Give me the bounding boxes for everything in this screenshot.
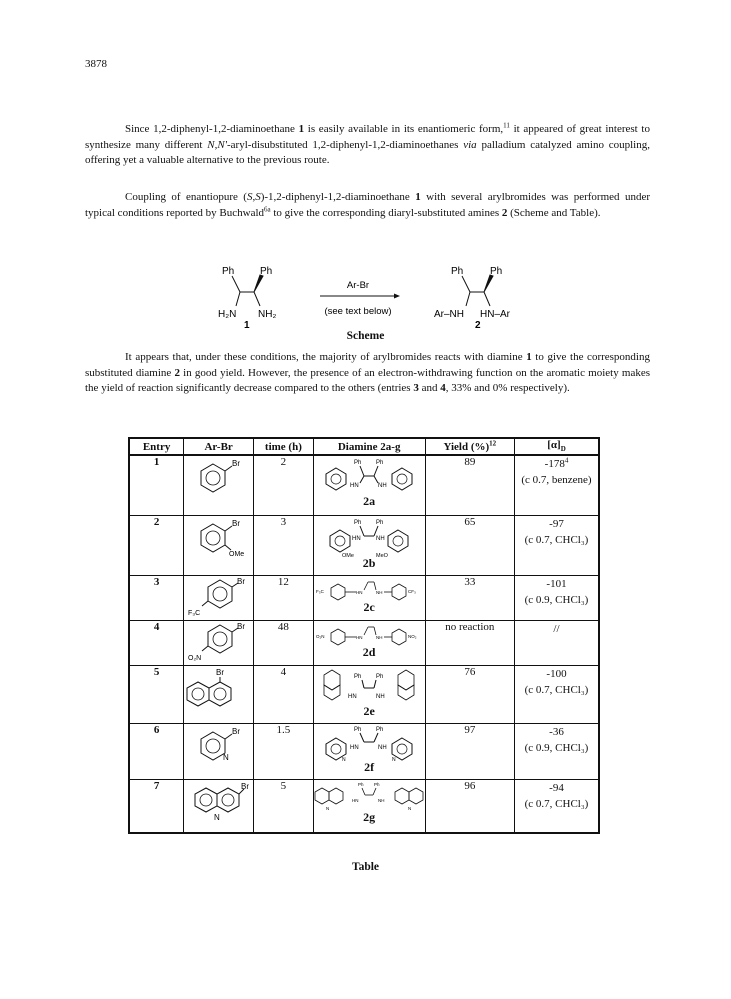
svg-text:HN: HN: [352, 535, 361, 542]
svg-text:HN: HN: [350, 483, 359, 489]
svg-text:HN: HN: [352, 797, 359, 803]
entry-cell: 1: [129, 455, 184, 515]
svg-text:N: N: [213, 812, 220, 822]
product-hnar: HN–Ar: [480, 309, 511, 320]
paragraph-intro: Since 1,2-diphenyl-1,2-diaminoethane 1 is easily available in its enantiomeric form,$^{11}$ it appeared of great interest to synthesize many different N,N'-aryl-disubstituted 1,2-diphenyl-1,2-diaminoethanes via palladium catalyzed amino coupling, offering yet a valuable alternative to the previous route.: [85, 121, 650, 166]
table-row: [129, 455, 599, 515]
svg-text:Ph: Ph: [354, 519, 362, 526]
svg-text:Br: Br: [231, 518, 240, 528]
svg-text:N: N: [392, 756, 396, 762]
svg-text:NH: NH: [378, 744, 387, 751]
svg-text:Br: Br: [215, 667, 224, 677]
yield-cell: 96: [425, 779, 514, 833]
time-cell: 1.5: [254, 723, 314, 779]
diamine-code: 2d: [362, 644, 376, 659]
arbr-structure: [184, 779, 254, 833]
rotation-cell: //: [514, 620, 599, 665]
table-row: [129, 575, 599, 620]
entry-cell: 3: [129, 575, 184, 620]
svg-text:Ph: Ph: [376, 673, 384, 680]
svg-text:NH: NH: [376, 535, 385, 542]
svg-text:N: N: [326, 805, 330, 811]
svg-text:Br: Br: [240, 781, 249, 791]
svg-text:HN: HN: [356, 589, 363, 595]
arbr-structure: [184, 515, 254, 575]
results-table: [128, 437, 600, 834]
yield-cell: 65: [425, 515, 514, 575]
time-cell: 2: [254, 455, 314, 515]
svg-text:O₂N: O₂N: [187, 654, 201, 662]
svg-text:NH: NH: [376, 589, 383, 595]
svg-text:NH: NH: [376, 693, 385, 700]
diamine-cell: [313, 779, 425, 833]
entry-cell: 7: [129, 779, 184, 833]
diamine-code: 2b: [362, 555, 376, 570]
scheme-ph-right: Ph: [260, 266, 273, 277]
arbr-structure: [184, 723, 254, 779]
yield-cell: 97: [425, 723, 514, 779]
svg-text:N: N: [342, 756, 346, 762]
svg-text:HN: HN: [348, 693, 357, 700]
scheme-ph-left: Ph: [222, 266, 235, 277]
yield-cell: 76: [425, 665, 514, 723]
time-cell: 5: [254, 779, 314, 833]
arbr-structure: [184, 620, 254, 665]
reaction-scheme: [210, 262, 530, 334]
paragraph-results: It appears that, under these conditions, the majority of arylbromides reacts with diamine 1 to give the corresponding substituted diamine 2 in good yield. However, the presence of an electron-withdrawing function on the aromatic moiety makes the yield of reaction significantly decrease compared to the others (entries 3 and 4, 33% and 0% respectively).: [85, 351, 650, 394]
diamine-cell: [313, 515, 425, 575]
scheme-nh2-left: H₂N: [218, 309, 237, 320]
header-entry: Entry: [129, 438, 184, 455]
time-cell: 3: [254, 515, 314, 575]
entry-cell: 2: [129, 515, 184, 575]
svg-text:Br: Br: [236, 576, 245, 586]
svg-text:NH: NH: [378, 797, 385, 803]
scheme-nh2-right: NH₂: [258, 309, 277, 320]
diamine-cell: [313, 723, 425, 779]
svg-text:F₃C: F₃C: [187, 609, 200, 617]
svg-text:HN: HN: [356, 634, 363, 640]
entry-cell: 6: [129, 723, 184, 779]
svg-text:OMe: OMe: [342, 552, 355, 558]
product-2-structure: [462, 275, 493, 306]
yield-cell: 33: [425, 575, 514, 620]
rotation-cell: $-178^4$ (c 0.7, benzene): [514, 455, 599, 515]
diamine-1-structure: [232, 275, 263, 306]
svg-text:MeO: MeO: [376, 552, 389, 558]
entry-cell: 5: [129, 665, 184, 723]
entry-cell: 4: [129, 620, 184, 665]
page-number: 3878: [85, 58, 107, 70]
diamine-cell: [313, 455, 425, 515]
svg-text:HN: HN: [350, 744, 359, 751]
svg-text:OMe: OMe: [228, 550, 244, 558]
compound-1-label: 1: [244, 320, 250, 331]
svg-text:Br: Br: [236, 621, 245, 631]
product-arnh: Ar–NH: [434, 309, 465, 320]
table-caption: Table: [351, 861, 380, 873]
svg-text:Br: Br: [231, 726, 240, 736]
svg-text:Ph: Ph: [376, 460, 384, 466]
paragraph-coupling: Coupling of enantiopure (S,S)-1,2-diphenyl-1,2-diaminoethane 1 with several arylbromides was performed under typical conditions reported by Buchwald$^{6a}$ to give the corresponding diaryl-substituted amines 2 (Scheme and Table).: [85, 191, 650, 219]
rotation-cell: -97 (c 0.7, CHCl₃): [514, 515, 599, 575]
time-cell: 48: [254, 620, 314, 665]
scheme-caption: Scheme: [346, 330, 385, 342]
compound-2-label: 2: [475, 320, 481, 331]
diamine-cell: [313, 665, 425, 723]
svg-text:Ph: Ph: [354, 673, 362, 680]
diamine-code: 2a: [363, 494, 376, 508]
table-row: [129, 665, 599, 723]
rotation-cell: -101 (c 0.9, CHCl₃): [514, 575, 599, 620]
arbr-structure: [184, 455, 254, 515]
svg-text:O₂N: O₂N: [316, 633, 325, 639]
diamine-code: 2c: [363, 599, 375, 614]
rotation-cell: -100 (c 0.7, CHCl₃): [514, 665, 599, 723]
arbr-structure: [184, 665, 254, 723]
diamine-cell: [313, 575, 425, 620]
svg-text:NO₂: NO₂: [408, 633, 417, 639]
diamine-code: 2e: [363, 703, 375, 718]
product-ph-left: Ph: [451, 266, 464, 277]
table-header-row: [129, 438, 599, 455]
svg-text:F₃C: F₃C: [316, 588, 324, 594]
svg-text:N: N: [408, 805, 412, 811]
svg-text:Ph: Ph: [376, 519, 384, 526]
diamine-code: 2f: [364, 759, 375, 774]
table-row: [129, 620, 599, 665]
svg-text:Ph: Ph: [376, 726, 384, 733]
svg-text:NH: NH: [376, 634, 383, 640]
svg-text:Ph: Ph: [354, 460, 362, 466]
product-ph-right: Ph: [490, 266, 503, 277]
svg-text:Ph: Ph: [354, 726, 362, 733]
table-row: [129, 779, 599, 833]
yield-cell: no reaction: [425, 620, 514, 665]
diamine-cell: [313, 620, 425, 665]
header-arbr: Ar-Br: [184, 438, 254, 455]
header-diamine: Diamine 2a-g: [313, 438, 425, 455]
header-rotation: $[\alpha]_D$: [514, 438, 599, 455]
svg-text:Ph: Ph: [374, 781, 380, 787]
svg-text:Ph: Ph: [358, 781, 364, 787]
svg-text:CF₃: CF₃: [408, 588, 416, 594]
rotation-cell: -94 (c 0.7, CHCl₃): [514, 779, 599, 833]
svg-text:N: N: [222, 752, 229, 762]
time-cell: 4: [254, 665, 314, 723]
diamine-code: 2g: [363, 809, 376, 824]
header-time: time (h): [254, 438, 314, 455]
conditions-label: (see text below): [324, 306, 392, 317]
table-row: [129, 515, 599, 575]
time-cell: 12: [254, 575, 314, 620]
table-row: [129, 723, 599, 779]
svg-text:Br: Br: [231, 459, 240, 468]
yield-cell: 89: [425, 455, 514, 515]
svg-text:NH: NH: [378, 483, 387, 489]
rotation-cell: -36 (c 0.9, CHCl₃): [514, 723, 599, 779]
header-yield: Yield (%)$^{12}$: [425, 438, 514, 455]
reagent-label: Ar-Br: [346, 280, 370, 291]
arbr-structure: [184, 575, 254, 620]
